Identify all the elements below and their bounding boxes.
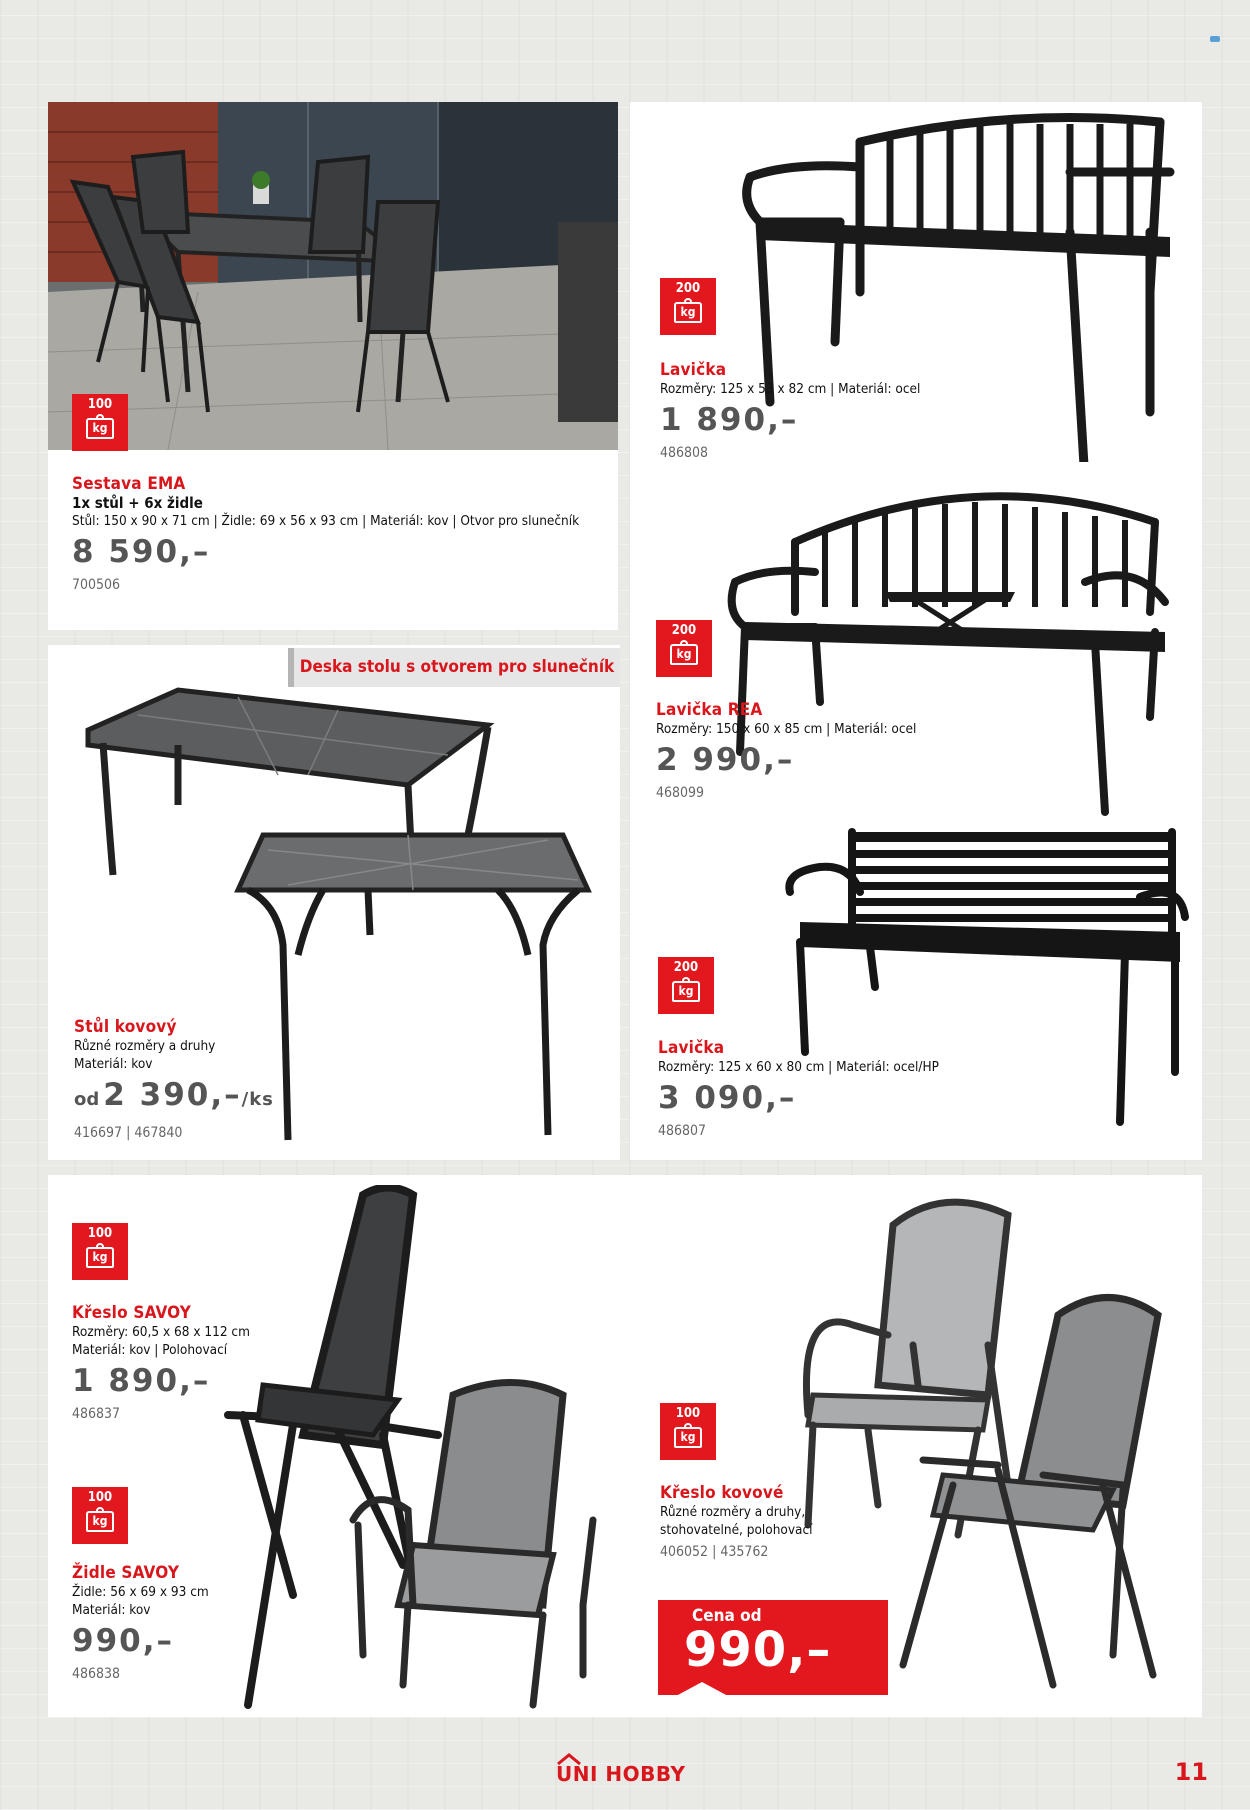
load-value: 200 <box>671 623 697 638</box>
product-description-2: Materiál: kov <box>74 1056 153 1072</box>
product-info-kreslo-savoy <box>72 1303 250 1423</box>
page-number: 11 <box>1174 1758 1208 1786</box>
product-description-1: Různé rozměry a druhy <box>74 1038 216 1054</box>
product-description-2: Materiál: kov | Polohovací <box>72 1342 228 1358</box>
product-name: Židle SAVOY <box>72 1563 180 1583</box>
product-price: 990,– <box>72 1623 174 1659</box>
load-value: 200 <box>675 281 701 296</box>
product-code: 700506 <box>72 577 121 593</box>
load-capacity-badge <box>656 620 712 677</box>
product-price: 1 890,– <box>660 402 799 438</box>
product-price: 3 090,– <box>658 1080 797 1116</box>
weight-icon <box>672 981 701 1002</box>
weight-icon <box>674 1427 703 1448</box>
product-code: 486808 <box>660 445 709 461</box>
product-info-lavicka-2 <box>658 1038 939 1140</box>
load-capacity-badge <box>660 278 716 335</box>
load-value: 200 <box>673 960 699 975</box>
product-name: Sestava EMA <box>72 474 186 494</box>
product-panel-table <box>48 645 620 1160</box>
weight-icon <box>670 644 699 665</box>
product-description: Rozměry: 125 x 60 x 80 cm | Materiál: ocel/HP <box>658 1059 939 1075</box>
load-capacity-badge <box>658 957 714 1014</box>
price-tag-value: 990,– <box>684 1622 832 1678</box>
load-unit: kg <box>680 305 696 319</box>
price-prefix: od <box>74 1089 100 1110</box>
product-code: 486838 <box>72 1666 121 1682</box>
load-capacity-badge <box>72 394 128 451</box>
price-tag-from <box>658 1600 888 1695</box>
price-suffix: /ks <box>241 1089 274 1110</box>
load-unit: kg <box>680 1430 696 1444</box>
load-value: 100 <box>675 1406 701 1421</box>
product-description: Stůl: 150 x 90 x 71 cm | Židle: 69 x 56 x 93 cm | Materiál: kov | Otvor pro slunečník <box>72 513 580 529</box>
product-description-1: Různé rozměry a druhy, <box>660 1504 806 1520</box>
product-description-2: stohovatelné, polohovací <box>660 1522 813 1538</box>
load-capacity-badge <box>72 1487 128 1544</box>
product-description-1: Židle: 56 x 69 x 93 cm <box>72 1584 209 1600</box>
product-name: Lavička <box>658 1038 725 1058</box>
product-subtitle: 1x stůl + 6x židle <box>72 494 203 512</box>
product-code: 486807 <box>658 1123 707 1139</box>
product-description-2: Materiál: kov <box>72 1602 151 1618</box>
weight-icon <box>86 418 115 439</box>
product-panel-ema <box>48 102 618 630</box>
product-description: Rozměry: 125 x 53 x 82 cm | Materiál: ocel <box>660 381 921 397</box>
product-panel-chairs <box>48 1175 1202 1717</box>
product-name: Lavička REA <box>656 700 763 720</box>
corner-mark <box>1210 36 1220 42</box>
weight-icon <box>86 1511 115 1532</box>
table-top-banner: Deska stolu s otvorem pro slunečník <box>288 648 620 687</box>
product-name: Lavička <box>660 360 727 380</box>
product-name: Křeslo kovové <box>660 1483 784 1503</box>
product-code: 468099 <box>656 785 705 801</box>
brand-logo: UNI HOBBY <box>556 1762 686 1786</box>
product-price: 2 990,– <box>656 742 795 778</box>
load-capacity-badge <box>660 1403 716 1460</box>
product-info-kreslo-kovove <box>660 1483 813 1561</box>
load-unit: kg <box>92 1250 108 1264</box>
product-name: Stůl kovový <box>74 1017 177 1037</box>
product-description-1: Rozměry: 60,5 x 68 x 112 cm <box>72 1324 250 1340</box>
weight-icon <box>86 1247 115 1268</box>
load-unit: kg <box>92 421 108 435</box>
product-info-zidle-savoy <box>72 1563 209 1683</box>
load-value: 100 <box>87 397 113 412</box>
savoy-chairs-photo <box>223 1185 653 1715</box>
product-info-lavicka-rea <box>656 700 916 802</box>
product-code: 416697 | 467840 <box>74 1125 183 1141</box>
load-value: 100 <box>87 1226 113 1241</box>
price-tag-notch <box>676 1682 728 1696</box>
weight-icon <box>674 302 703 323</box>
load-unit: kg <box>92 1514 108 1528</box>
product-info-stul <box>74 1017 274 1142</box>
product-info-ema <box>72 474 579 594</box>
load-unit: kg <box>676 647 692 661</box>
product-name: Křeslo SAVOY <box>72 1303 192 1323</box>
price-value: 2 390,– <box>103 1077 242 1113</box>
product-description: Rozměry: 150 x 60 x 85 cm | Materiál: ocel <box>656 721 917 737</box>
product-panel-benches <box>630 102 1202 1160</box>
load-capacity-badge <box>72 1223 128 1280</box>
product-price: 8 590,– <box>72 534 211 570</box>
product-info-lavicka-1 <box>660 360 920 462</box>
price-tag-label: Cena od <box>692 1606 762 1626</box>
product-price <box>74 1075 274 1120</box>
product-code: 406052 | 435762 <box>660 1544 769 1560</box>
load-unit: kg <box>678 984 694 998</box>
product-code: 486837 <box>72 1406 121 1422</box>
patio-set-photo <box>48 102 618 450</box>
load-value: 100 <box>87 1490 113 1505</box>
product-price: 1 890,– <box>72 1363 211 1399</box>
